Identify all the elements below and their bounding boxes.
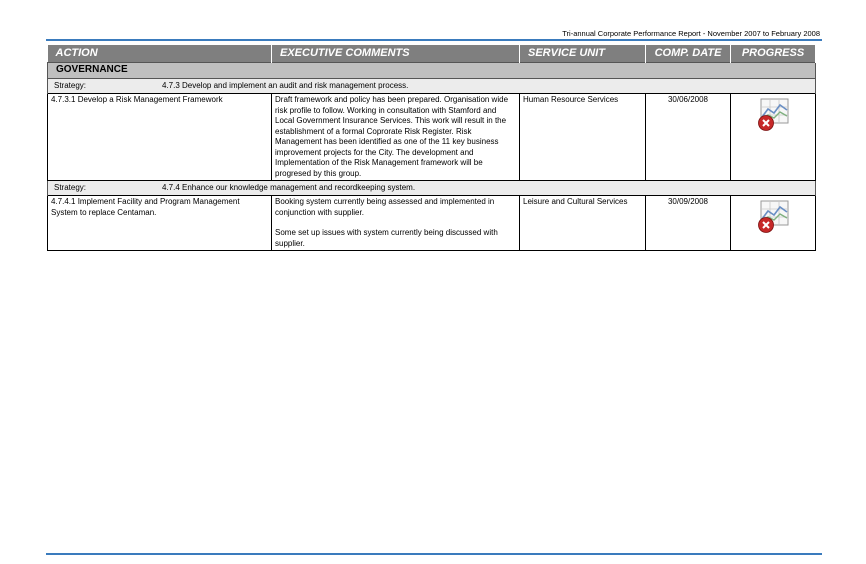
chart-cross-icon (755, 199, 791, 235)
action-cell: 4.7.4.1 Implement Facility and Program Management System to replace Centaman. (48, 196, 272, 251)
col-header-service-unit: SERVICE UNIT (520, 45, 646, 63)
comp-date-cell: 30/09/2008 (646, 196, 731, 251)
bottom-divider (46, 553, 822, 555)
comments-paragraph: Some set up issues with system currently being discussed with supplier. (275, 228, 498, 248)
action-cell: 4.7.3.1 Develop a Risk Management Framework (48, 94, 272, 181)
top-divider (46, 39, 822, 41)
comments-cell (272, 196, 520, 251)
strategy-row (48, 181, 816, 196)
strategy-row (48, 79, 816, 94)
service-unit-cell: Human Resource Services (520, 94, 646, 181)
chart-cross-icon (755, 97, 791, 133)
progress-cell (731, 94, 816, 181)
table-row (48, 94, 816, 181)
report-title: Tri-annual Corporate Performance Report - November 2007 to February 2008 (562, 29, 820, 38)
table-row (48, 196, 816, 251)
strategy-text: 4.7.3 Develop and implement an audit and risk management process. (162, 80, 409, 90)
col-header-comp-date: COMP. DATE (646, 45, 731, 63)
comments-cell: Draft framework and policy has been prepared. Organisation wide risk profile to follow. Working in consultation with Stamford and Local Government Insurance Services. This work will result in the establishment of a formal Coprorate Risk Register. Risk Management has been identified as one of the 11 key business improvement projects for the City. The development and Implementation of the Risk Management framework will be progresed by this group. (272, 94, 520, 181)
table-header-row (48, 45, 816, 63)
col-header-executive-comments: EXECUTIVE COMMENTS (272, 45, 520, 63)
col-header-progress: PROGRESS (731, 45, 816, 63)
comp-date-cell: 30/06/2008 (646, 94, 731, 181)
col-header-action: ACTION (48, 45, 272, 63)
section-title: GOVERNANCE (48, 63, 816, 79)
strategy-label: Strategy: (54, 182, 87, 192)
service-unit-cell: Leisure and Cultural Services (520, 196, 646, 251)
strategy-label: Strategy: (54, 80, 87, 90)
section-row (48, 63, 816, 79)
performance-table (47, 45, 816, 251)
comments-paragraph: Booking system currently being assessed and implemented in conjunction with supplier. (275, 197, 495, 217)
progress-cell (731, 196, 816, 251)
strategy-text: 4.7.4 Enhance our knowledge management and recordkeeping system. (162, 182, 416, 192)
